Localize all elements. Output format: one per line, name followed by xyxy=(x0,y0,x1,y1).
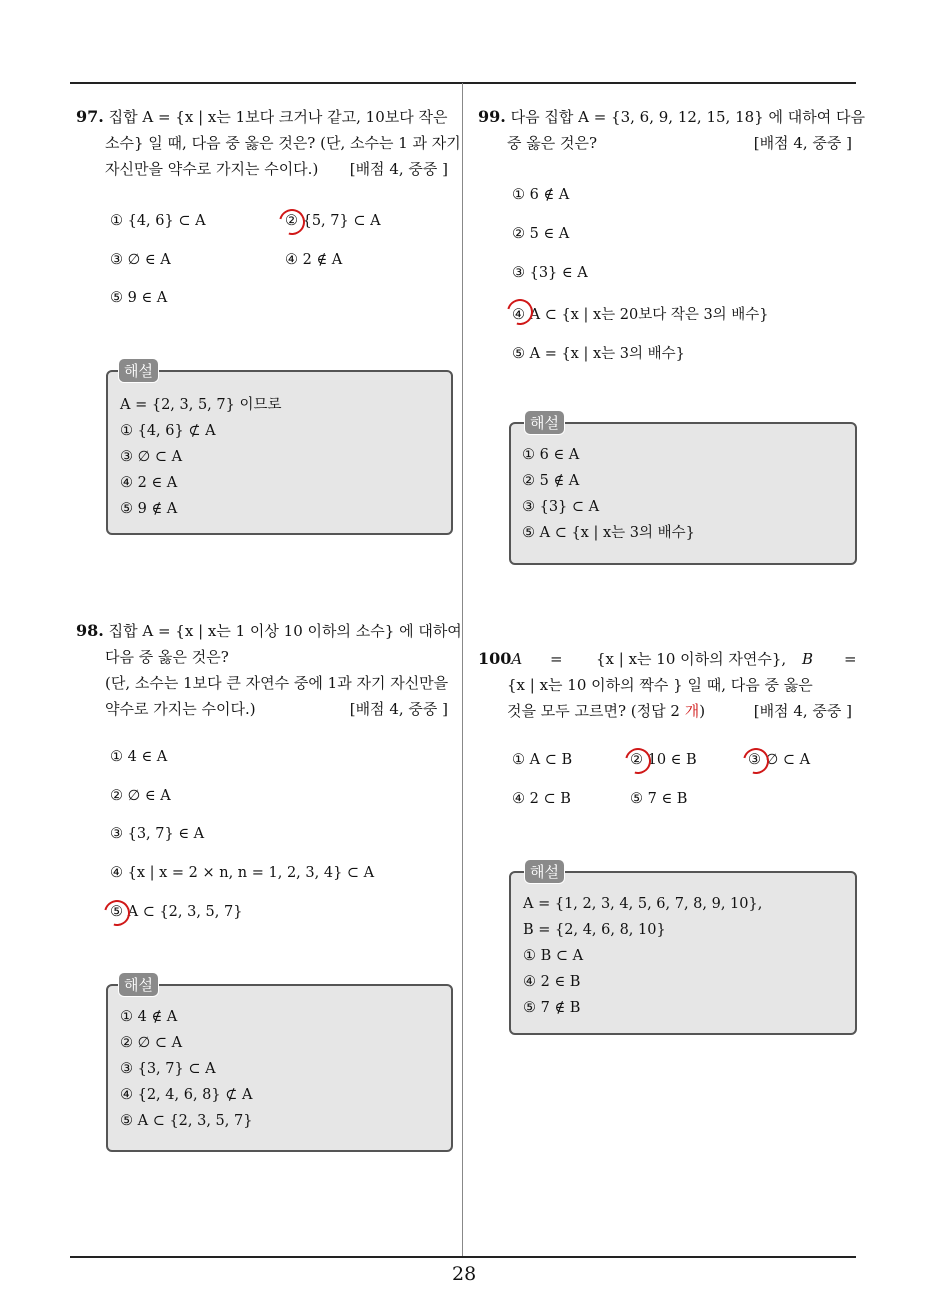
option-4[interactable]: ④ A ⊂ {x | x는 20보다 작은 3의 배수} xyxy=(512,307,769,323)
bottom-rule xyxy=(70,1256,856,1258)
solution-line: ④ 2 ∈ B xyxy=(523,974,581,990)
option-5[interactable]: ⑤ A = {x | x는 3의 배수} xyxy=(512,346,685,362)
option-5[interactable]: ⑤ A ⊂ {2, 3, 5, 7} xyxy=(110,904,243,920)
question-text-segment: = xyxy=(844,650,857,668)
option-5[interactable]: ⑤ 9 ∈ A xyxy=(110,290,168,306)
question-number: 99. xyxy=(478,107,506,126)
question-text-line: {x | x는 10 이하의 짝수 } 일 때, 다음 중 옳은 xyxy=(507,676,813,694)
solution-box xyxy=(106,984,453,1152)
solution-line: ④ 2 ∈ A xyxy=(120,475,178,491)
solution-line: ① {4, 6} ⊄ A xyxy=(120,423,216,439)
solution-line: ② ∅ ⊂ A xyxy=(120,1035,183,1051)
question-number: 97. xyxy=(76,107,104,126)
option-3[interactable]: ③ ∅ ∈ A xyxy=(110,252,171,268)
option-3[interactable]: ③ {3, 7} ∈ A xyxy=(110,826,205,842)
solution-tag: 해설 xyxy=(524,410,565,435)
solution-line: ③ {3} ⊂ A xyxy=(522,499,600,515)
question-text-line: 다음 집합 A = {3, 6, 9, 12, 15, 18} 에 대하여 다음 xyxy=(510,108,865,126)
option-1[interactable]: ① A ⊂ B xyxy=(512,752,573,768)
option-5[interactable]: ⑤ 7 ∈ B xyxy=(630,791,688,807)
solution-line: ④ {2, 4, 6, 8} ⊄ A xyxy=(120,1087,253,1103)
question-text-segment: = xyxy=(550,650,563,668)
top-rule xyxy=(70,82,856,84)
question-text-line: (단, 소수는 1보다 큰 자연수 중에 1과 자기 자신만을 xyxy=(105,674,449,692)
solution-line: ① 4 ∉ A xyxy=(120,1009,178,1025)
question-100 xyxy=(478,646,858,724)
question-98 xyxy=(76,618,462,722)
solution-line: ① B ⊂ A xyxy=(523,948,584,964)
solution-line: ⑤ 9 ∉ A xyxy=(120,501,178,517)
solution-line: A = {2, 3, 5, 7} 이므로 xyxy=(120,397,282,413)
question-text-line: 중 옳은 것은? xyxy=(507,134,598,152)
solution-line: ⑤ A ⊂ {x | x는 3의 배수} xyxy=(522,525,695,541)
solution-line: ③ {3, 7} ⊂ A xyxy=(120,1061,216,1077)
option-3[interactable]: ③ ∅ ⊂ A xyxy=(748,752,811,768)
question-meta: [배점 4, 중중 ] xyxy=(349,700,448,718)
question-meta: [배점 4, 중중 ] xyxy=(349,160,448,178)
question-text-line: 약수로 가지는 수이다.) xyxy=(105,700,256,718)
option-3[interactable]: ③ {3} ∈ A xyxy=(512,265,588,281)
answer-mark-circle xyxy=(502,294,538,330)
question-text-highlight: 개 xyxy=(684,702,700,720)
option-2[interactable]: ② ∅ ∈ A xyxy=(110,788,171,804)
page-number: 28 xyxy=(452,1263,477,1285)
question-number: 100 xyxy=(478,649,512,668)
option-2[interactable]: ② 10 ∈ B xyxy=(630,752,697,768)
option-4[interactable]: ④ 2 ∉ A xyxy=(285,252,343,268)
solution-box xyxy=(509,871,857,1035)
question-number: 98. xyxy=(76,621,104,640)
question-text-segment: ) xyxy=(699,702,706,720)
option-2[interactable]: ② 5 ∈ A xyxy=(512,226,570,242)
solution-line: B = {2, 4, 6, 8, 10} xyxy=(523,922,666,938)
question-text-line: 소수} 일 때, 다음 중 옳은 것은? (단, 소수는 1 과 자기 xyxy=(105,134,461,152)
solution-tag: 해설 xyxy=(118,358,159,383)
solution-line: ⑤ A ⊂ {2, 3, 5, 7} xyxy=(120,1113,253,1129)
solution-box xyxy=(106,370,453,535)
question-text-line: 집합 A = {x | x는 1 이상 10 이하의 소수} 에 대하여 xyxy=(108,622,462,640)
option-2[interactable]: ② {5, 7} ⊂ A xyxy=(285,213,381,229)
answer-mark-circle xyxy=(99,895,135,931)
question-text-segment: B xyxy=(802,650,814,668)
question-text-segment: A xyxy=(511,650,523,668)
question-99 xyxy=(478,104,865,156)
question-meta: [배점 4, 중중 ] xyxy=(753,134,852,152)
question-text-line: 다음 중 옳은 것은? xyxy=(105,648,229,666)
column-divider xyxy=(462,83,463,1257)
solution-box xyxy=(509,422,857,565)
question-97 xyxy=(76,104,461,182)
answer-mark-circle xyxy=(738,743,774,779)
question-text-line: 자신만을 약수로 가지는 수이다.) xyxy=(105,160,319,178)
solution-line: ⑤ 7 ∉ B xyxy=(523,1000,581,1016)
solution-line: ③ ∅ ⊂ A xyxy=(120,449,183,465)
option-1[interactable]: ① 4 ∈ A xyxy=(110,749,168,765)
solution-tag: 해설 xyxy=(524,859,565,884)
solution-tag: 해설 xyxy=(118,972,159,997)
solution-line: A = {1, 2, 3, 4, 5, 6, 7, 8, 9, 10}, xyxy=(523,896,763,912)
option-1[interactable]: ① 6 ∉ A xyxy=(512,187,570,203)
option-4[interactable]: ④ {x | x = 2 × n, n = 1, 2, 3, 4} ⊂ A xyxy=(110,865,375,881)
answer-mark-circle xyxy=(620,743,656,779)
solution-line: ① 6 ∈ A xyxy=(522,447,580,463)
option-4[interactable]: ④ 2 ⊂ B xyxy=(512,791,571,807)
question-text-line: 집합 A = {x | x는 1보다 크거나 같고, 10보다 작은 xyxy=(108,108,448,126)
answer-mark-circle xyxy=(274,204,310,240)
question-text-segment: {x | x는 10 이하의 자연수}, xyxy=(596,650,787,668)
question-text-segment: 것을 모두 고르면? (정답 2 xyxy=(507,702,685,720)
solution-line: ② 5 ∉ A xyxy=(522,473,580,489)
option-1[interactable]: ① {4, 6} ⊂ A xyxy=(110,213,206,229)
question-meta: [배점 4, 중중 ] xyxy=(753,702,852,720)
